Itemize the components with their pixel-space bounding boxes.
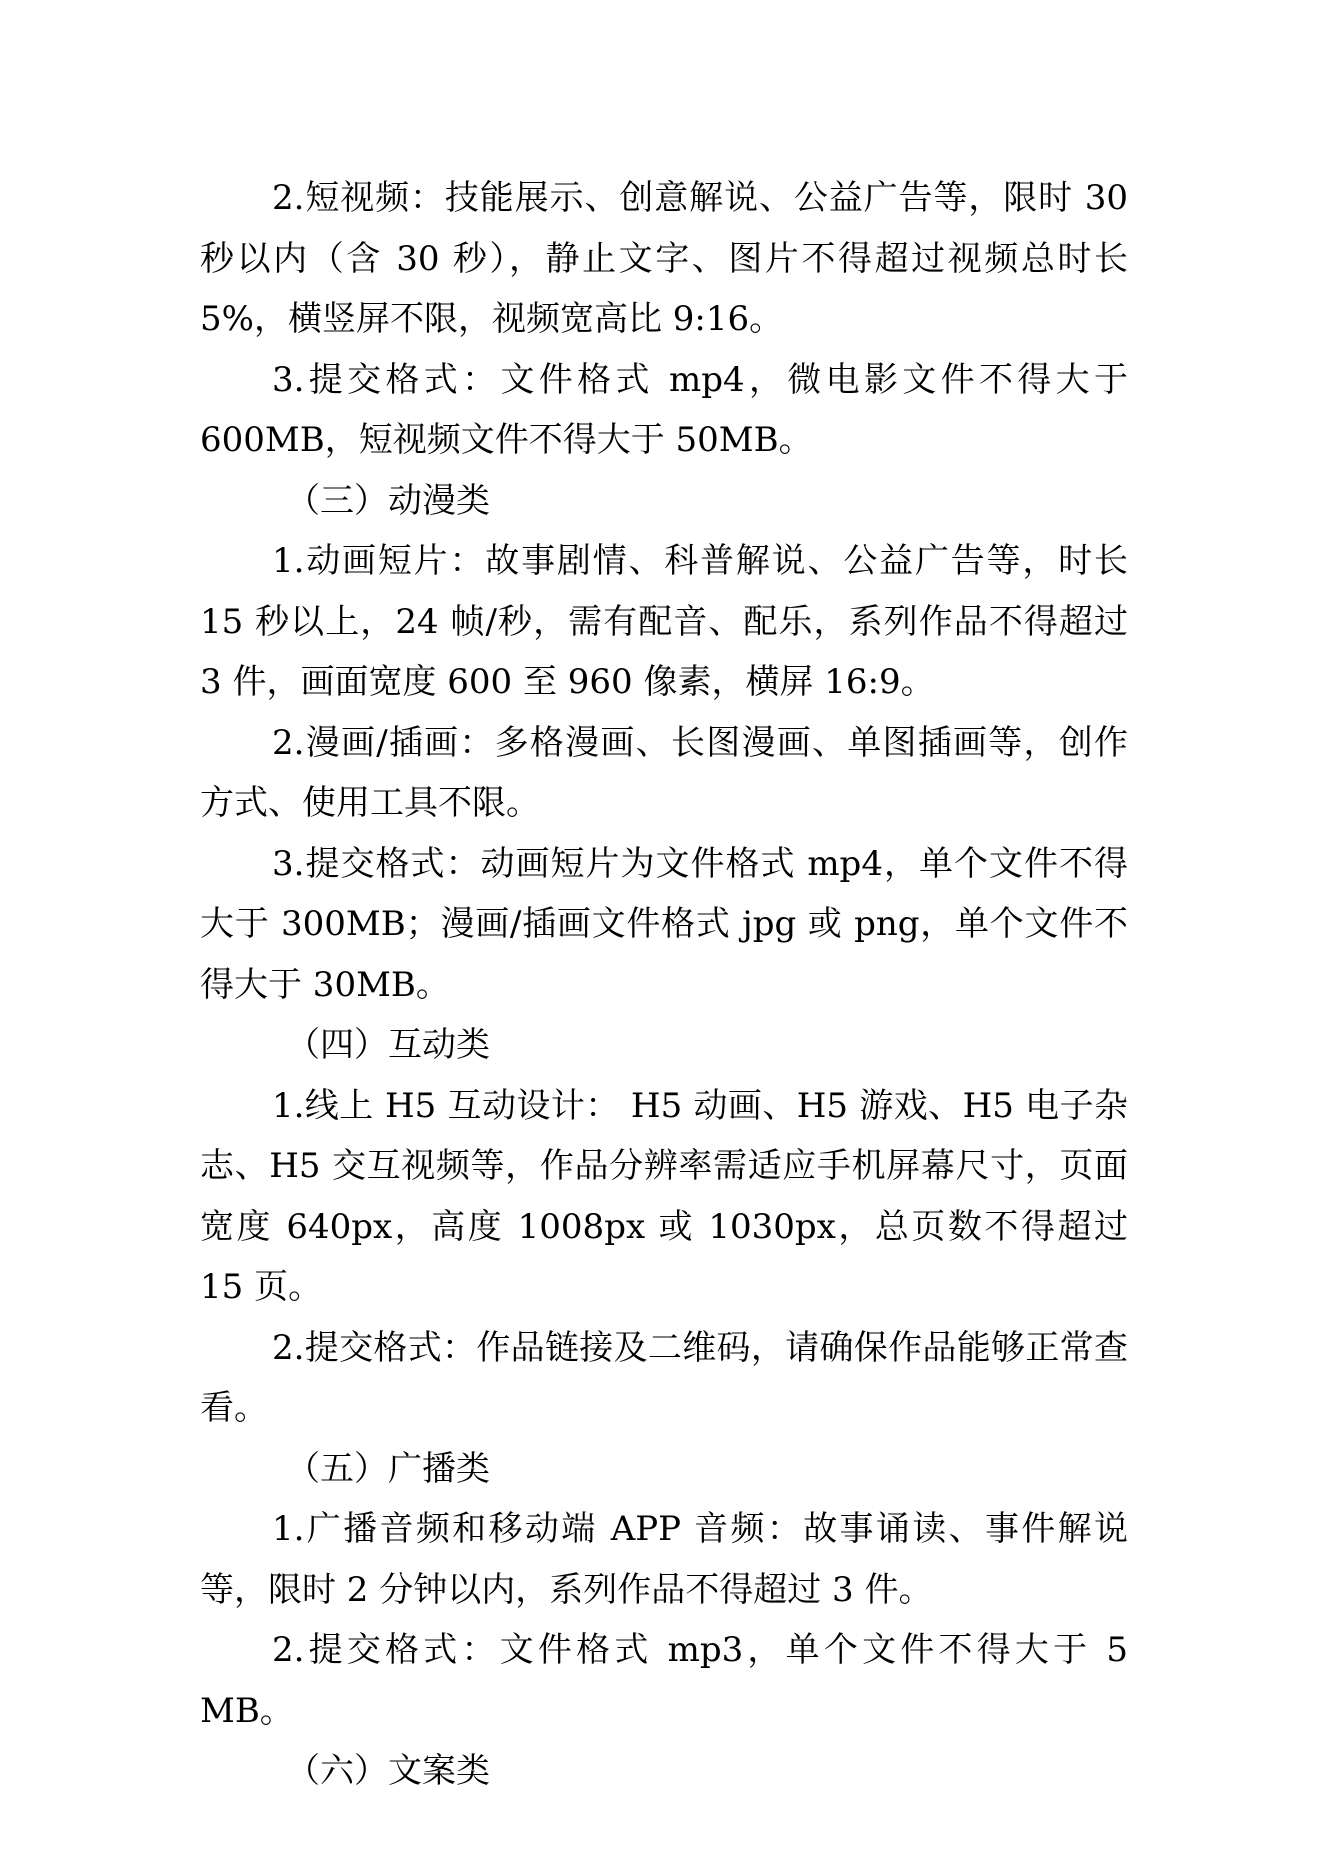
section-heading-animation: （三）动漫类 — [286, 480, 490, 521]
paragraph-broadcast-submission-format: 2.提交格式：文件格式 mp3，单个文件不得大于 5 MB。 — [200, 1630, 1128, 1731]
section-heading-broadcast: （五）广播类 — [286, 1448, 490, 1489]
document-body — [200, 168, 1128, 1802]
paragraph-h5-design: 1.线上 H5 互动设计： H5 动画、H5 游戏、H5 电子杂志、H5 交互视频等，作品分辨率需适应手机屏幕尺寸，页面宽度 640px，高度 1008px 或 1030px，总页数不得超过 15 页。 — [200, 1085, 1128, 1307]
paragraph-comics-illustration: 2.漫画/插画：多格漫画、长图漫画、单图插画等，创作方式、使用工具不限。 — [200, 722, 1128, 823]
section-heading-interactive: （四）互动类 — [286, 1025, 490, 1065]
section-heading-copywriting: （六）文案类 — [286, 1751, 490, 1791]
paragraph-short-video: 2.短视频：技能展示、创意解说、公益广告等，限时 30 秒以内（含 30 秒），静止文字、图片不得超过视频总时长 5%，横竖屏不限，视频宽高比 9:16。 — [200, 178, 1128, 339]
paragraph-animated-short: 1.动画短片：故事剧情、科普解说、公益广告等，时长 15 秒以上，24 帧/秒，需有配音、配乐，系列作品不得超过 3 件，画面宽度 600 至 960 像素，横屏 16:9。 — [200, 541, 1128, 702]
paragraph-interactive-submission-format: 2.提交格式：作品链接及二维码，请确保作品能够正常查看。 — [200, 1327, 1128, 1428]
paragraph-broadcast-audio: 1.广播音频和移动端 APP 音频：故事诵读、事件解说等，限时 2 分钟以内，系列作品不得超过 3 件。 — [200, 1509, 1128, 1610]
paragraph-video-submission-format: 3.提交格式：文件格式 mp4，微电影文件不得大于 600MB，短视频文件不得大于 50MB。 — [200, 359, 1128, 460]
paragraph-animation-submission-format: 3.提交格式：动画短片为文件格式 mp4，单个文件不得大于 300MB；漫画/插画文件格式 jpg 或 png，单个文件不得大于 30MB。 — [200, 843, 1128, 1005]
